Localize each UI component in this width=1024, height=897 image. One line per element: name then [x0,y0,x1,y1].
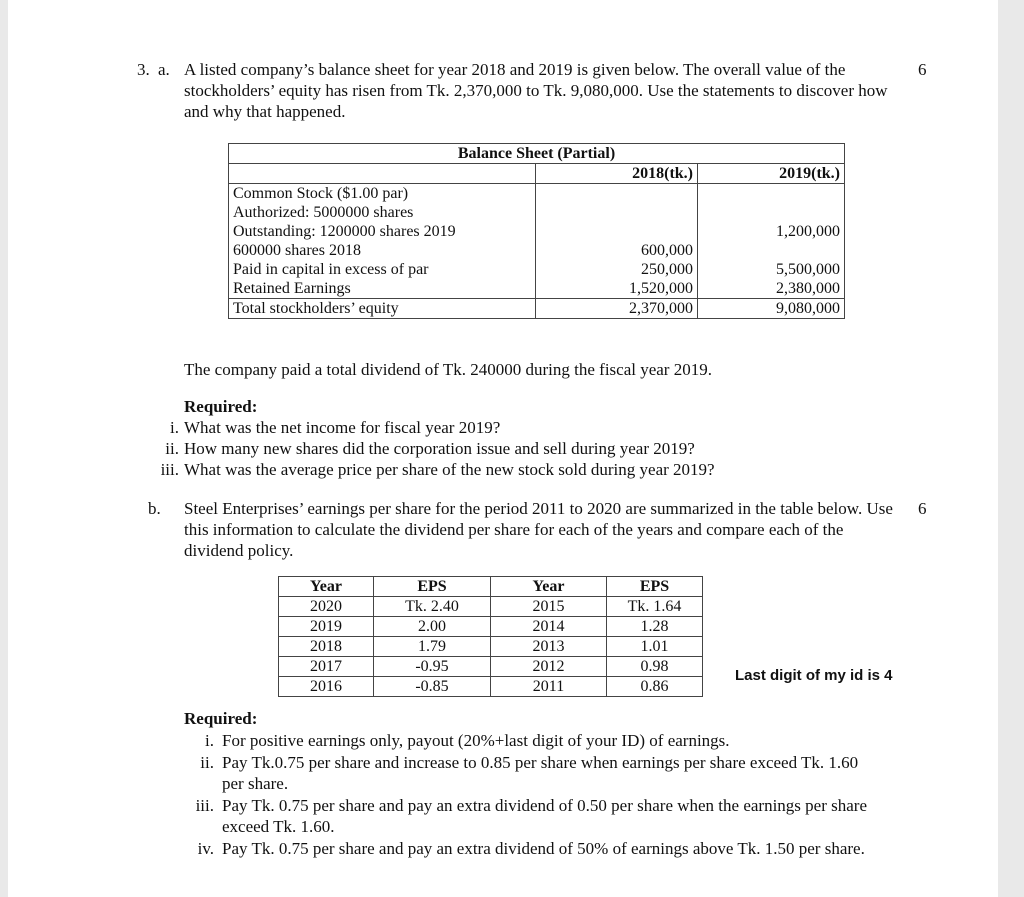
table-row [229,203,845,222]
table-cell: Paid in capital in excess of par [229,260,536,279]
required-item [149,438,889,459]
item-text: What was the average price per share of the new stock sold during year 2019? [184,460,715,479]
part-b-marks: 6 [918,499,927,518]
item-number: i. [170,418,179,437]
header-cell: Year [491,577,607,597]
table-cell: 2012 [491,657,607,677]
item-number: i. [205,731,214,750]
table-cell: 2014 [491,617,607,637]
table-cell: 600000 shares 2018 [229,241,536,260]
table-row [229,299,845,319]
item-text: Pay Tk.0.75 per share and increase to 0.85 per share when earnings per share exceed Tk. 1.60 per share. [222,753,859,793]
item-number: iv. [197,839,214,858]
required-list-a [149,417,889,480]
table-row [229,222,845,241]
table-cell: Authorized: 5000000 shares [229,203,536,222]
question-number: 3. [137,60,150,79]
required-item [149,417,889,438]
table-cell: 1,520,000 [536,279,698,299]
header-cell: EPS [374,577,491,597]
table-cell: 2,380,000 [698,279,845,299]
table-cell: 2017 [279,657,374,677]
table-cell: 9,080,000 [698,299,845,319]
header-cell: 2018(tk.) [536,164,698,184]
table-cell: Tk. 2.40 [374,597,491,617]
part-a-intro: A listed company’s balance sheet for year 2018 and 2019 is given below. The overall value of the stockholders’ equity has risen from Tk. 2,370,000 to Tk. 9,080,000. Use the statements to discover how and why that happened. [184,60,888,121]
table-cell [536,222,698,241]
item-number: iii. [195,796,214,815]
table-cell: 1.79 [374,637,491,657]
table-cell: Outstanding: 1200000 shares 2019 [229,222,536,241]
table-cell: 0.98 [607,657,703,677]
table-cell: Tk. 1.64 [607,597,703,617]
item-number: ii. [200,753,214,772]
table-row [279,617,703,637]
header-cell: EPS [607,577,703,597]
table-cell [698,203,845,222]
table-cell: 2011 [491,677,607,697]
table-cell: 2016 [279,677,374,697]
table-cell: 250,000 [536,260,698,279]
item-text: How many new shares did the corporation issue and sell during year 2019? [184,439,695,458]
table-cell: 2018 [279,637,374,657]
id-note: Last digit of my id is 4 [735,667,893,684]
balance-sheet-title: Balance Sheet (Partial) [229,144,845,164]
item-text: For positive earnings only, payout (20%+last digit of your ID) of earnings. [222,731,730,750]
table-row [229,279,845,299]
table-cell [536,203,698,222]
required-item [149,459,889,480]
table-cell: 0.86 [607,677,703,697]
table-row [229,260,845,279]
table-cell: 1.01 [607,637,703,657]
part-a-marks: 6 [918,60,927,79]
table-cell: 2,370,000 [536,299,698,319]
required-list-b [174,730,874,860]
header-cell [229,164,536,184]
table-row [279,637,703,657]
table-row [279,597,703,617]
dividend-text: The company paid a total dividend of Tk. 240000 during the fiscal year 2019. [184,360,712,379]
table-cell: Total stockholders’ equity [229,299,536,319]
table-row [279,677,703,697]
table-cell: 5,500,000 [698,260,845,279]
table-cell: 1.28 [607,617,703,637]
table-cell: -0.95 [374,657,491,677]
table-row [279,657,703,677]
required-item [174,752,874,794]
item-text: What was the net income for fiscal year 2019? [184,418,501,437]
part-b-intro: Steel Enterprises’ earnings per share for the period 2011 to 2020 are summarized in the table below. Use this information to calculate the dividend per share for each of the years and compare each of the dividend policy. [184,499,893,560]
table-cell: 2013 [491,637,607,657]
item-number: iii. [160,460,179,479]
table-cell: 2.00 [374,617,491,637]
table-row [229,241,845,260]
table-cell: -0.85 [374,677,491,697]
table-cell: 2020 [279,597,374,617]
table-cell: 600,000 [536,241,698,260]
item-number: ii. [165,439,179,458]
header-cell: Year [279,577,374,597]
required-item [174,838,874,859]
table-cell: 1,200,000 [698,222,845,241]
table-cell [698,241,845,260]
balance-sheet-table [228,143,845,319]
required-item [174,730,874,751]
table-cell [536,184,698,204]
required-label-b: Required: [184,709,258,728]
header-cell: 2019(tk.) [698,164,845,184]
table-cell: 2019 [279,617,374,637]
item-text: Pay Tk. 0.75 per share and pay an extra dividend of 50% of earnings above Tk. 1.50 per share. [222,839,865,858]
table-cell: Retained Earnings [229,279,536,299]
required-label-a: Required: [184,397,258,416]
table-row [229,184,845,204]
part-b-label: b. [148,499,161,518]
part-a-label: a. [158,60,170,79]
required-item [174,795,874,837]
table-cell: Common Stock ($1.00 par) [229,184,536,204]
item-text: Pay Tk. 0.75 per share and pay an extra dividend of 0.50 per share when the earnings per share exceed Tk. 1.60. [222,796,867,836]
table-cell [698,184,845,204]
eps-table [278,576,703,697]
table-cell: 2015 [491,597,607,617]
